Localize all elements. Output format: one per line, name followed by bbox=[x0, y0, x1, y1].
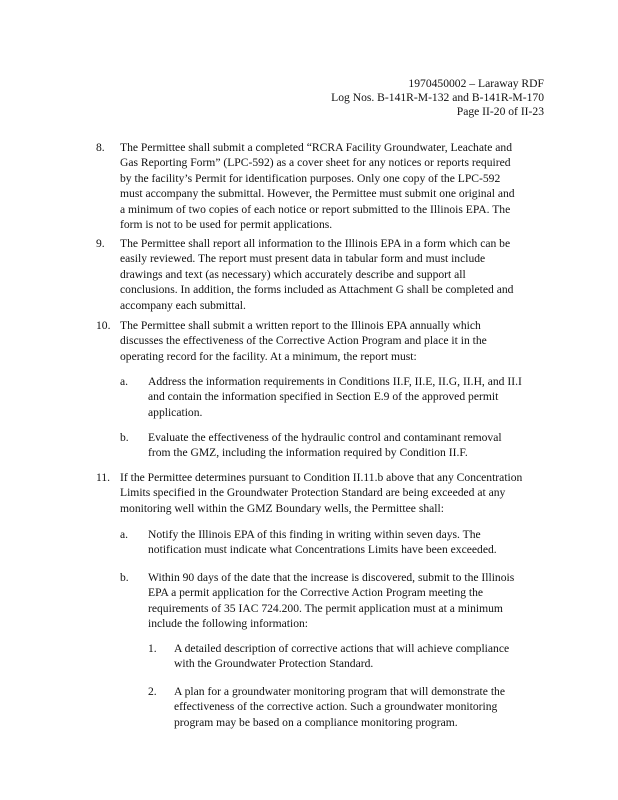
text-line: by the facility’s Permit for identification purposes. Only one copy of the LPC-592 bbox=[120, 171, 501, 185]
text-line: A detailed description of corrective actions that will achieve compliance bbox=[174, 642, 510, 655]
text-line: conclusions. In addition, the forms included as Attachment G shall be completed and bbox=[120, 283, 514, 297]
text-line: EPA a permit application for the Corrective Action Program meeting the bbox=[148, 586, 484, 600]
text-line: drawings and text (as necessary) which accurately describe and support all bbox=[120, 267, 466, 281]
text-line: A plan for a groundwater monitoring program that will demonstrate the bbox=[174, 685, 505, 698]
text-line: The Permittee shall submit a written report to the Illinois EPA annually which bbox=[120, 319, 481, 332]
text-line: operating record for the facility. At a minimum, the report must: bbox=[120, 349, 417, 363]
item-number: 1. bbox=[148, 642, 157, 655]
text-line: must accompany the submittal. However, the Permittee must submit one original and bbox=[120, 187, 515, 201]
text-line: accompany each submittal. bbox=[120, 298, 246, 312]
facility-id-line: 1970450002 – Laraway RDF bbox=[408, 77, 544, 90]
item-text bbox=[148, 527, 497, 558]
text-line: Limits specified in the Groundwater Protection Standard are being exceeded at any bbox=[120, 486, 506, 500]
text-line: Within 90 days of the date that the increase is discovered, submit to the Illinois bbox=[148, 571, 515, 584]
text-line: discusses the effectiveness of the Corrective Action Program and place it in the bbox=[120, 334, 487, 348]
text-line: Notify the Illinois EPA of this finding in writing within seven days. The bbox=[148, 528, 481, 541]
text-line: program may be based on a compliance monitoring program. bbox=[174, 715, 458, 729]
text-line: Address the information requirements in Conditions II.F, II.E, II.G, II.H, and II.I bbox=[148, 375, 522, 388]
item-text bbox=[174, 641, 509, 672]
item-number: 11. bbox=[96, 471, 111, 484]
text-line: notification must indicate what Concentrations Limits have been exceeded. bbox=[148, 543, 497, 557]
text-line: and contain the information specified in Section E.9 of the approved permit bbox=[148, 390, 499, 404]
text-line: effectiveness of the corrective action. Such a groundwater monitoring bbox=[174, 700, 498, 714]
item-text bbox=[120, 140, 515, 232]
text-line: monitoring well within the GMZ Boundary wells, the Permittee shall: bbox=[120, 501, 444, 515]
text-line: from the GMZ, including the information required by Condition II.F. bbox=[148, 446, 468, 460]
text-line: The Permittee shall report all information to the Illinois EPA in a form which can be bbox=[120, 237, 511, 250]
item-text bbox=[120, 318, 487, 364]
item-text bbox=[120, 236, 513, 313]
text-line: easily reviewed. The report must present data in tabular form and must include bbox=[120, 252, 486, 266]
text-line: with the Groundwater Protection Standard. bbox=[174, 657, 374, 671]
log-numbers-line: Log Nos. B-141R-M-132 and B-141R-M-170 bbox=[331, 91, 544, 104]
item-text bbox=[148, 570, 514, 632]
item-text bbox=[148, 374, 522, 420]
item-text bbox=[174, 684, 505, 730]
item-number: a. bbox=[120, 528, 129, 541]
item-number: 8. bbox=[96, 141, 105, 154]
text-line: form is not to be used for permit applications. bbox=[120, 218, 333, 232]
text-line: a minimum of two copies of each notice or report submitted to the Illinois EPA. The bbox=[120, 202, 511, 216]
text-line: application. bbox=[148, 405, 203, 419]
text-line: If the Permittee determines pursuant to Condition II.11.b above that any Concentration bbox=[120, 471, 523, 484]
item-text bbox=[148, 430, 502, 461]
text-line: include the following information: bbox=[148, 617, 309, 631]
text-line: Evaluate the effectiveness of the hydraulic control and contaminant removal bbox=[148, 431, 502, 444]
text-line: The Permittee shall submit a completed “RCRA Facility Groundwater, Leachate and bbox=[120, 141, 513, 154]
item-number: 10. bbox=[96, 319, 111, 332]
page-number-line: Page II-20 of II-23 bbox=[456, 105, 544, 118]
text-line: requirements of 35 IAC 724.200. The permit application must at a minimum bbox=[148, 601, 503, 615]
item-number: a. bbox=[120, 375, 129, 388]
item-number: b. bbox=[120, 571, 129, 584]
item-number: 9. bbox=[96, 237, 105, 250]
item-number: 2. bbox=[148, 685, 157, 698]
text-line: Gas Reporting Form” (LPC-592) as a cover sheet for any notices or reports required bbox=[120, 156, 511, 170]
page-header bbox=[331, 77, 544, 119]
item-text bbox=[120, 470, 522, 516]
item-number: b. bbox=[120, 431, 129, 444]
